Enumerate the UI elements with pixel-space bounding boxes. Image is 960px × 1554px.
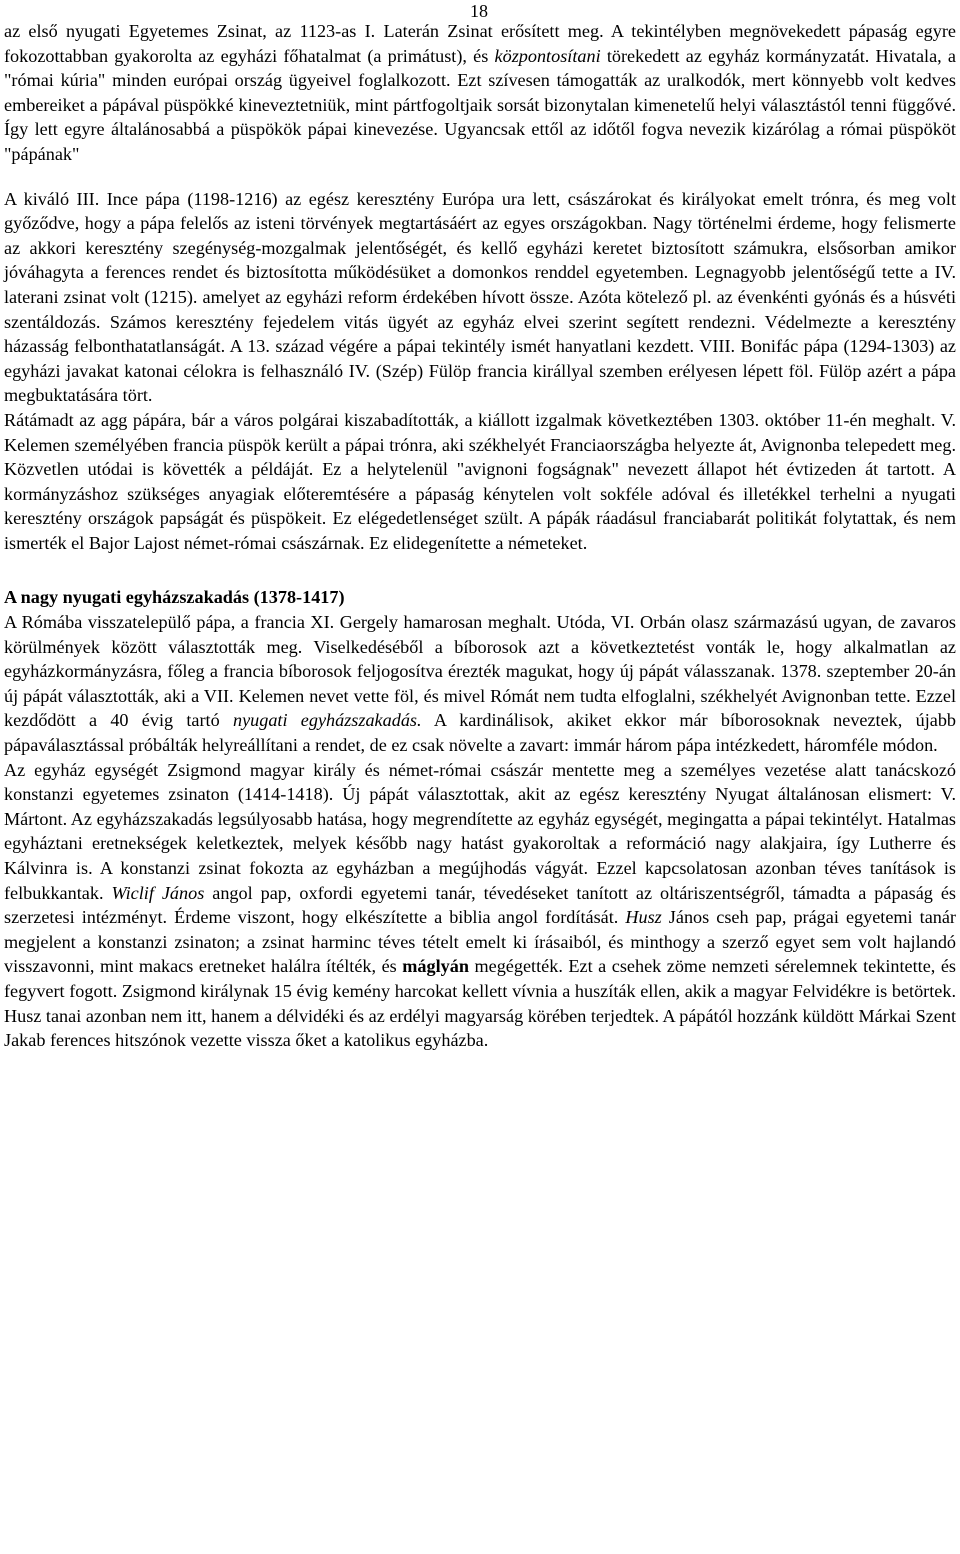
text-run: A kiváló III. Ince pápa (1198-1216) az egész keresztény Európa ura lett, császárokat és királyokat emelt trónra, és meg volt győződve, hogy a pápa felelős az isteni törvények megtartásáért az egyes országokban. Nagy történelmi érdeme, hogy felismerte az akkori keresztény szegénység-mozgalmak jelentőségét, és kellő egyházi keretet biztosított számukra, elsősorban amikor jóváhagyta a ferences rendet és biztosította működésüket a domonkos renddel egyetemben. Legnagyobb jelentőségű tette a IV. laterani zsinat volt (1215). amelyet az egyházi reform érdekében hívott össze. Azóta kötelező pl. az évenkénti gyónás és a húsvéti szentáldozás. Számos keresztény fejedelem vitás ügyét az egyház elvei szerint segített rendezni. Védelmezte a keresztény házasság felbonthatatlanságát. A 13. század végére a pápai tekintély ismét hanyatlani kezdett. VIII. Bonifác pápa (1294-1303) az egyházi javakat katonai célokra is felhasználó IV. (Szép) Fülöp francia királlyal szemben erélyesen lépett föl. Fülöp azért a pápa megbuktatására tört. (4, 188, 956, 406)
text-run: megégették. Ezt a csehek zöme nemzeti sérelemnek tekintette, és fegyvert fogott. Zsigmond királynak 15 évig kemény harcokat kellett vívnia a huszíták ellen, akik a magyar Felvidékre is betörtek. Husz tanai azonban nem itt, hanem a délvidéki és az erdélyi magyarság körében terjedtek. A pápától hozzánk küldött Márkai Szent Jakab ferences hitszónok vezette vissza őket a katolikus egyházba. (4, 956, 956, 1051)
paragraph (4, 187, 956, 408)
text-run: Az egyház egységét Zsigmond magyar király és német-római császár mentette meg a személyes vezetése alatt tanácskozó konstanzi egyetemes zsinaton (1414-1418). Új pápát választottak, akit az egész keresztény Nyugat általánosan elismert: V. Mártont. Az egyházszakadás legsúlyosabb hatása, hogy megrendítette az egyház egységét, megingatta a pápai tekintélyt. Hatalmas egyháztani eretnekségek keletkeztek, melyek később nagy hatást gyakoroltak a reformáció nagy alakjaira, így Lutherre és Kálvinra is. A konstanzi zsinat fokozta az egyházban a megújhodás vágyát. Ezzel kapcsolatosan azonban téves tanítások is felbukkantak. (4, 759, 956, 903)
page-number: 18 (470, 1, 488, 21)
paragraph-spacer (4, 555, 956, 585)
bold-text: máglyán (402, 956, 469, 977)
text-run: törekedett az egyház kormányzatát. Hivatala, a "római kúria" minden európai ország ügyeivel foglalkozott. Ezt szívesen támogatták az uralkodók, mert könnyebb volt kedves embereiket a pápával püspökké kineveztetniük, mint pártfogoltjaik sorsát bizonytalan kimenetelű helyi választástól tenni függővé. Így lett egyre általánosabbá a püspökök pápai kinevezése. Ugyancsak ettől az időtől fogva nevezik kizárólag a római püspököt "pápának" (4, 45, 956, 164)
italic-text: Husz (625, 907, 662, 928)
paragraph (4, 19, 956, 167)
text-run: angol pap, oxfordi egyetemi tanár, tévedéseket tanított az oltáriszentségről, támadta a pápaság és szerzetesi intézményt. Érdeme viszont, hogy elkészítette a biblia angol fordítását. (4, 882, 956, 928)
text-run: Rátámadt az agg pápára, bár a város polgárai kiszabadították, a kiállott izgalmak következtében 1303. október 11-én meghalt. V. Kelemen személyében francia püspök került a pápai trónra, aki székhelyét Franciaországba helyezte át, Avignonba telepedett meg. Közvetlen utódai is követték a példáját. Ez a helytelenül "avignoni fogságnak" nevezett állapot hét évtizeden át tartott. A kormányzáshoz szükséges anyagiak előteremtésére a pápaság kénytelen volt sokféle adóval és illetékkel terhelni a nyugati keresztény országok papságát és püspökeit. Ez elégedetlenséget szült. A pápák ráadásul franciabarát politikát folytattak, és nem ismerték el Bajor Lajost német-római császárnak. Ez elidegenítette a németeket. (4, 409, 956, 553)
text-run: az első nyugati Egyetemes Zsinat, az 1123-as I. Laterán Zsinat erősített meg. A tekintélyben megnövekedett pápaság egyre fokozottabban gyakorolta az egyházi főhatalmat (a primátust), és (4, 21, 956, 66)
text-run: A Rómába visszatelepülő pápa, a francia XI. Gergely hamarosan meghalt. Utóda, VI. Orbán olasz származású ugyan, de zavaros körülmények között választották meg. Viselkedéséből a bíborosok azt a következtetést vonták le, hogy alkalmatlan az egyházkormányzásra, főleg a francia bíborosok feljogosítva érezték magukat, hogy új pápát válasszanak. 1378. szeptember 20-án új pápát választották, aki a VII. Kelemen nevet vette föl, és mivel Rómát nem tudta elfoglalni, székhelyét Avignonban tette. Ezzel kezdődött a 40 évig tartó (4, 612, 956, 731)
italic-text: Wiclif János (111, 882, 205, 903)
text-run: János cseh pap, prágai egyetemi tanár megjelent a konstanzi zsinaton; a zsinat harminc téves tételt emelt ki írásaiból, és minthogy a szerző egyet sem volt hajlandó visszavonni, mint makacs eretneket halálra ítélték, és (4, 907, 956, 977)
paragraph-spacer (4, 167, 956, 187)
italic-text: nyugati egyházszakadás. (232, 710, 422, 731)
italic-text: központosítani (494, 45, 601, 66)
text-run: A kardinálisok, akiket ekkor már bíborosoknak neveztek, újabb pápaválasztással próbálták helyreállítani a rendet, de ez csak növelte a zavart: immár három pápa intézkedett, háromféle módon. (4, 710, 957, 756)
section-heading (4, 585, 956, 610)
paragraph (4, 408, 956, 556)
document-body (4, 19, 956, 1053)
paragraph (4, 610, 956, 758)
text-run: A nagy nyugati egyházszakadás (1378-1417) (4, 587, 345, 608)
paragraph (4, 758, 956, 1053)
